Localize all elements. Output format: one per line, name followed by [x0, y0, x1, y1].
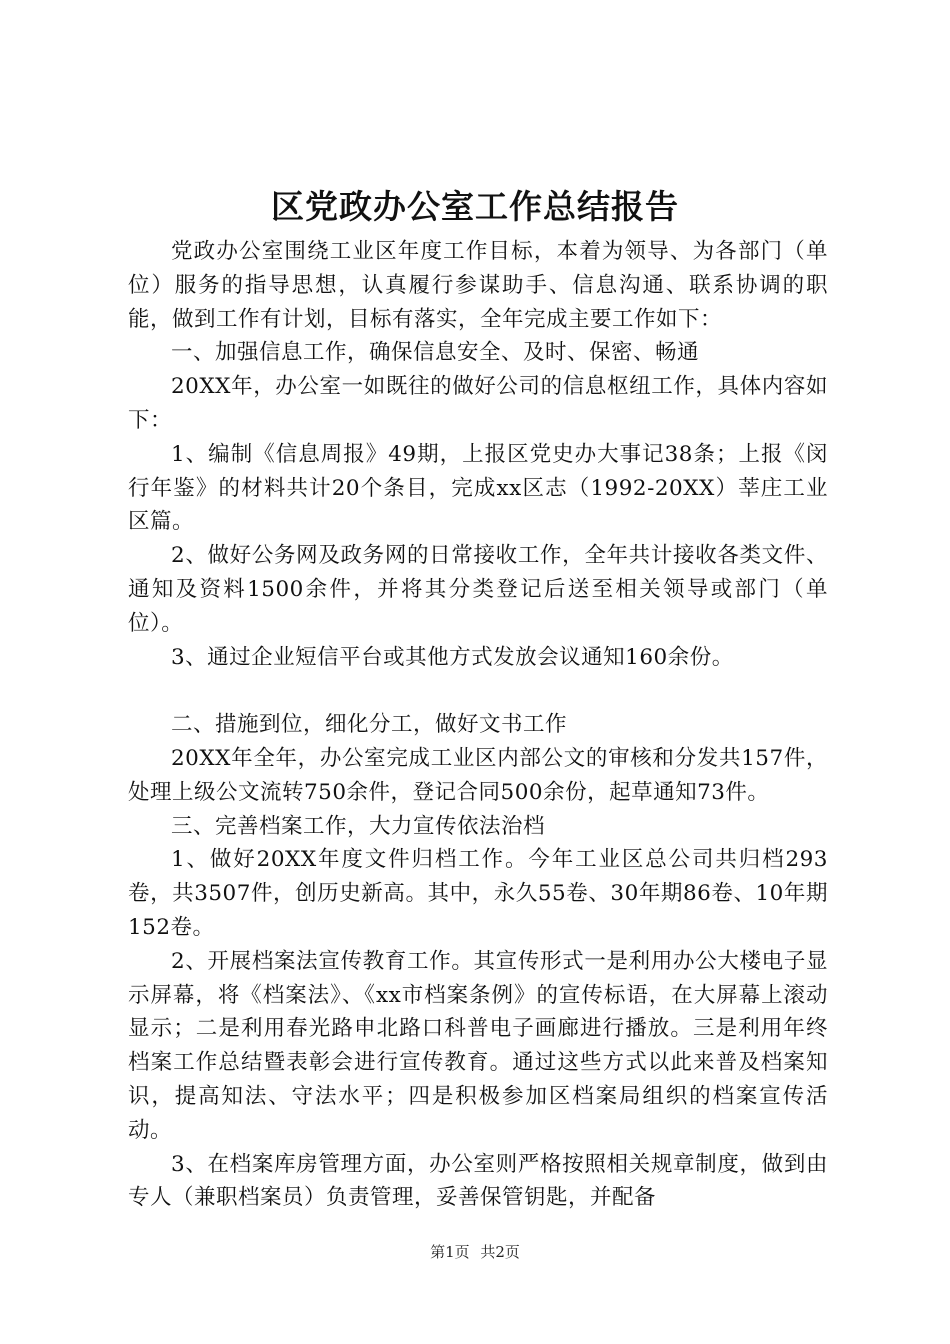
page-total: 共2页 — [480, 1243, 520, 1261]
paragraph: 3、在档案库房管理方面，办公室则严格按照相关规章制度，做到由专人（兼职档案员）负责管理，妥善保管钥匙，并配备 — [128, 1151, 828, 1211]
paragraph-intro: 党政办公室围绕工业区年度工作目标，本着为领导、为各部门（单位）服务的指导思想，认真履行参谋助手、信息沟通、联系协调的职能，做到工作有计划，目标有落实，全年完成主要工作如下： — [128, 239, 828, 332]
document-body — [128, 235, 828, 1215]
page-footer — [0, 1242, 950, 1262]
paragraph: 2、做好公务网及政务网的日常接收工作，全年共计接收各类文件、通知及资料1500余件，并将其分类登记后送至相关领导或部门（单位）。 — [128, 543, 828, 636]
section-heading-2: 二、措施到位，细化分工，做好文书工作 — [171, 712, 568, 738]
paragraph: 20XX年全年，办公室完成工业区内部公文的审核和分发共157件，处理上级公文流转750余件，登记合同500余份，起草通知73件。 — [128, 745, 828, 805]
paragraph: 1、编制《信息周报》49期，上报区党史办大事记38条；上报《闵行年鉴》的材料共计20个条目，完成xx区志（1992-20XX）莘庄工业区篇。 — [128, 441, 828, 535]
blank-line — [128, 674, 828, 708]
document-title: 区党政办公室工作总结报告 — [271, 187, 679, 226]
section-heading-3: 三、完善档案工作，大力宣传依法治档 — [171, 813, 546, 839]
section-heading-1: 一、加强信息工作，确保信息安全、及时、保密、畅通 — [171, 340, 700, 366]
paragraph: 20XX年，办公室一如既往的做好公司的信息枢纽工作，具体内容如下： — [128, 374, 828, 433]
paragraph: 3、通过企业短信平台或其他方式发放会议通知160余份。 — [171, 644, 734, 670]
paragraph: 1、做好20XX年度文件归档工作。今年工业区总公司共归档293卷，共3507件，创历史新高。其中，永久55卷、30年期86卷、10年期152卷。 — [128, 847, 828, 940]
paragraph: 2、开展档案法宣传教育工作。其宣传形式一是利用办公大楼电子显示屏幕，将《档案法》、《xx市档案条例》的宣传标语，在大屏幕上滚动显示；二是利用春光路申北路口科普电子画廊进行播放。三是利用年终档案工作总结暨表彰会进行宣传教育。通过这些方式以此来普及档案知识，提高知法、守法水平；四是积极参加区档案局组织的档案宣传活动。 — [128, 948, 828, 1143]
page-number: 第1页 — [430, 1243, 470, 1261]
